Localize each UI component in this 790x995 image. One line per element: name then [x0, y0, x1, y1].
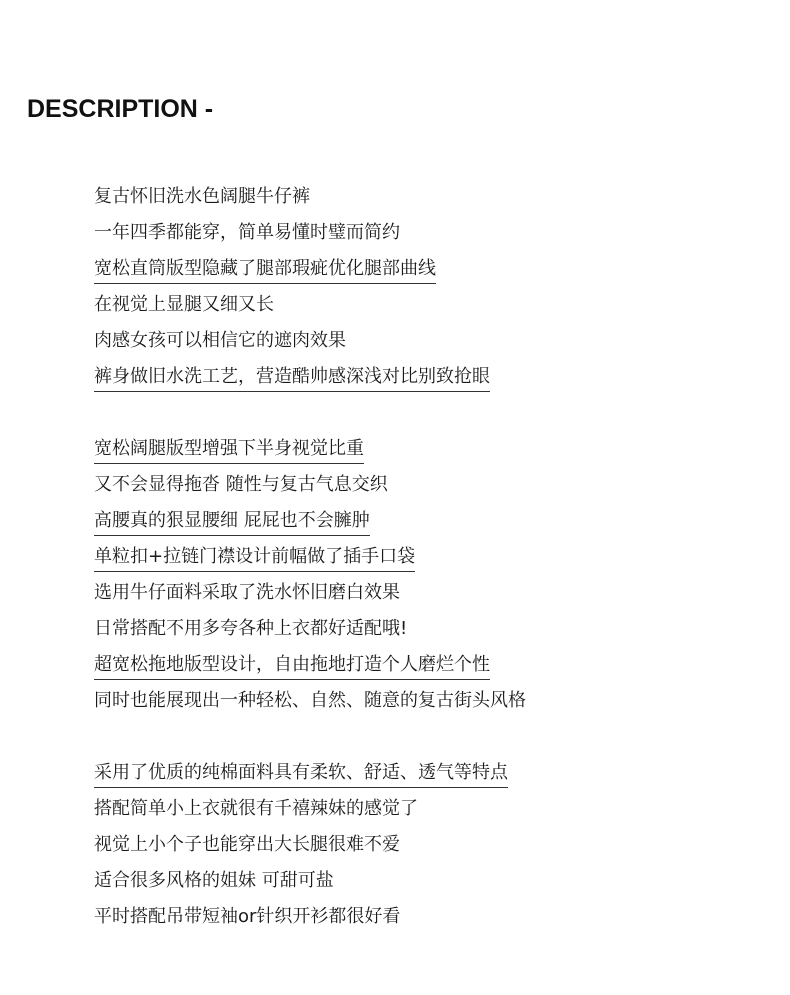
text-line: 肉感女孩可以相信它的遮肉效果: [94, 330, 346, 351]
text-line-underlined: 超宽松拖地版型设计，自由拖地打造个人磨烂个性: [94, 652, 490, 688]
text-line-underlined: 宽松直筒版型隐藏了腿部瑕疵优化腿部曲线: [94, 256, 436, 292]
text-line-underlined: 单粒扣+拉链门襟设计前幅做了插手口袋: [94, 544, 415, 580]
text-line: 复古怀旧洗水色阔腿牛仔裤: [94, 186, 310, 207]
text-line: 适合很多风格的姐妹 可甜可盐: [94, 870, 334, 891]
text-line: 日常搭配不用多夸各种上衣都好适配哦!: [94, 618, 408, 639]
text-line: 视觉上小个子也能穿出大长腿很难不爱: [94, 834, 400, 855]
text-line: 在视觉上显腿又细又长: [94, 294, 274, 315]
text-line: 同时也能展现出一种轻松、自然、随意的复古街头风格: [94, 690, 526, 711]
text-line: 平时搭配吊带短袖or针织开衫都很好看: [94, 906, 401, 927]
text-line-underlined: 高腰真的狠显腰细 屁屁也不会臃肿: [94, 508, 370, 544]
text-line: 又不会显得拖沓 随性与复古气息交织: [94, 474, 388, 495]
text-line-underlined: 裤身做旧水洗工艺，营造酷帅感深浅对比别致抢眼: [94, 364, 490, 400]
section-heading: DESCRIPTION -: [27, 95, 214, 123]
text-line: 选用牛仔面料采取了洗水怀旧磨白效果: [94, 582, 400, 603]
text-line: 一年四季都能穿，简单易懂时璧而简约: [94, 222, 400, 243]
text-line: 搭配简单小上衣就很有千禧辣妹的感觉了: [94, 798, 418, 819]
text-line-underlined: 宽松阔腿版型增强下半身视觉比重: [94, 436, 364, 472]
text-line-underlined: 采用了优质的纯棉面料具有柔软、舒适、透气等特点: [94, 760, 508, 796]
